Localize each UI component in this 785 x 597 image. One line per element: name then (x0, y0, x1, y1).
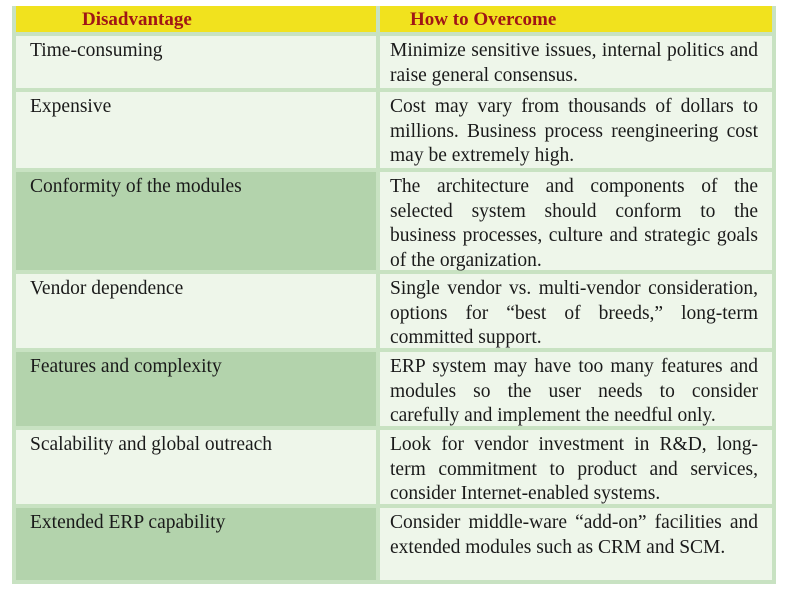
header-disadvantage: Disadvantage (16, 6, 376, 32)
table-row (12, 430, 776, 508)
disadvantage-cell: Expensive (16, 92, 376, 168)
overcome-cell: The architecture and components of the selected system should conform to the business processes, culture and strategic goals of the organization. (380, 172, 772, 270)
overcome-cell: Consider middle-ware “add-on” facilities and extended modules such as CRM and SCM. (380, 508, 772, 580)
overcome-cell: Look for vendor investment in R&D, long-term commitment to product and services, consider Internet-enabled systems. (380, 430, 772, 504)
disadvantage-cell: Conformity of the modules (16, 172, 376, 270)
header-how-to-overcome: How to Overcome (380, 6, 772, 32)
table-row (12, 36, 776, 92)
table-row (12, 352, 776, 430)
disadvantage-cell: Features and complexity (16, 352, 376, 426)
disadvantage-cell: Extended ERP capability (16, 508, 376, 580)
overcome-cell: Single vendor vs. multi-vendor consideration, options for “best of breeds,” long-term committed support. (380, 274, 772, 348)
disadvantage-cell: Vendor dependence (16, 274, 376, 348)
table-row (12, 274, 776, 352)
erp-disadvantages-table (12, 6, 776, 584)
table-row (12, 508, 776, 584)
table-header-row (12, 6, 776, 36)
table-row (12, 92, 776, 172)
table-row (12, 172, 776, 274)
overcome-cell: Minimize sensitive issues, internal politics and raise general consensus. (380, 36, 772, 88)
overcome-cell: Cost may vary from thousands of dollars to millions. Business process reengineering cost may be extremely high. (380, 92, 772, 168)
disadvantage-cell: Time-consuming (16, 36, 376, 88)
overcome-cell: ERP system may have too many features and modules so the user needs to consider carefully and implement the needful only. (380, 352, 772, 426)
disadvantage-cell: Scalability and global outreach (16, 430, 376, 504)
